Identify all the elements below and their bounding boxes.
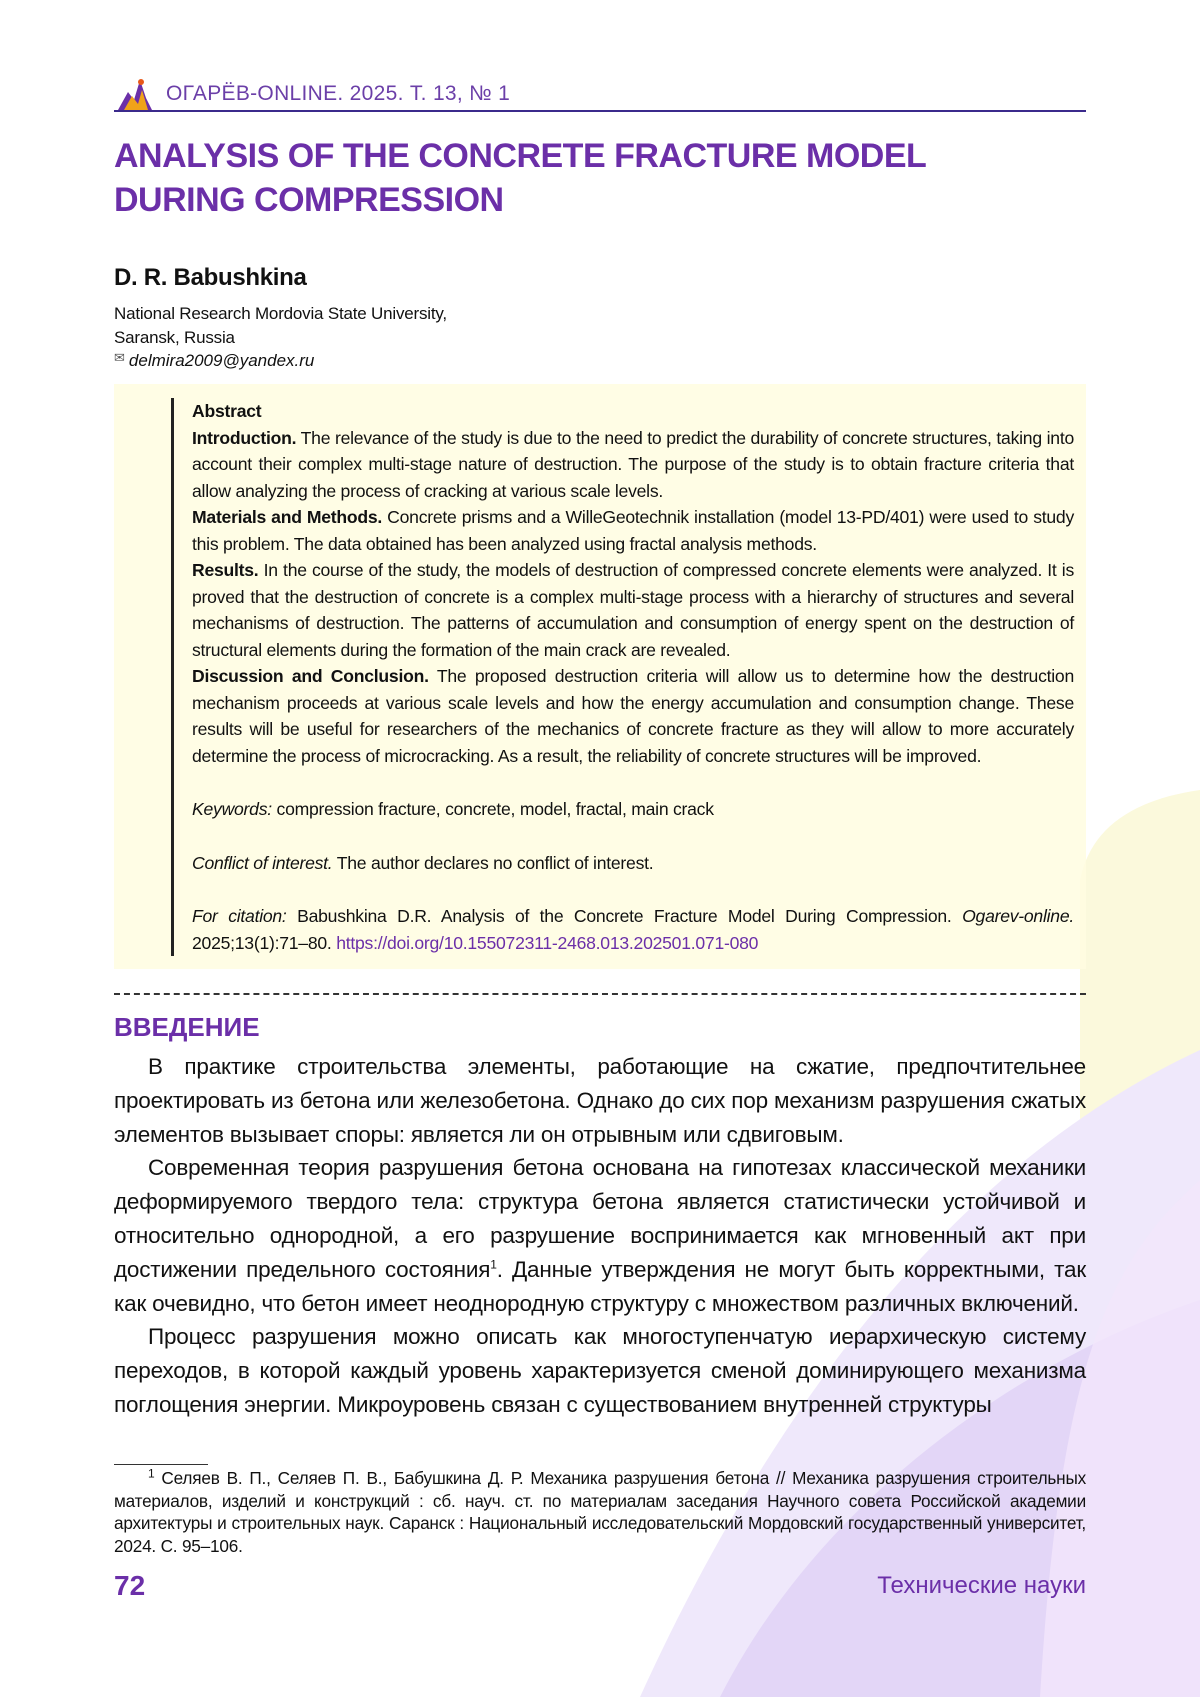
email-address[interactable]: delmira2009@yandex.ru [129, 351, 314, 370]
journal-name: ОГАРЁВ-ONLINE. 2025. Т. 13, № 1 [166, 82, 510, 106]
footnote-rule [114, 1464, 208, 1465]
page-number: 72 [114, 1570, 145, 1602]
section-heading-introduction: ВВЕДЕНИЕ [114, 1012, 260, 1043]
affiliation-line-2: Saransk, Russia [114, 326, 447, 350]
abstract-citation: For citation: Babushkina D.R. Analysis of the Concrete Fracture Model During Compression. Ogarev-online. 2025;13(1):71–80. https://doi.org/10.155072311-2468.013.202501.071-080 [192, 903, 1074, 956]
abstract-heading: Abstract [192, 401, 261, 421]
affiliation-line-1: National Research Mordovia State University, [114, 302, 447, 326]
abstract-introduction: Introduction. The relevance of the study is due to the need to predict the durability of concrete structures, taking into account their complex multi-stage nature of destruction. The purpose of the study is to obtain fracture criteria that allow analyzing the process of cracking at various scale levels. [192, 425, 1074, 505]
abstract-conflict: Conflict of interest. The author declares no conflict of interest. [192, 850, 1074, 877]
abstract [171, 398, 1074, 956]
paragraph-3: Процесс разрушения можно описать как многоступенчатую иерархическую систему переходов, в которой каждый уровень характеризуется сменой доминирующего механизма поглощения энергии. Микроуровень связан с существованием внутренней структуры [114, 1320, 1086, 1421]
author-affiliation [114, 302, 447, 350]
abstract-discussion: Discussion and Conclusion. The proposed destruction criteria will allow us to determine how the destruction mechanism proceeds at various scale levels and how the energy accumulation and consumption change. These results will be useful for researchers of the mechanics of concrete fracture as they will allow to more accurately determine the process of microcracking. As a result, the reliability of concrete structures will be improved. [192, 663, 1074, 769]
title-line-2: DURING COMPRESSION [114, 178, 1014, 222]
paragraph-1: В практике строительства элементы, работающие на сжатие, предпочтительнее проектировать из бетона или железобетона. Однако до сих пор механизм разрушения сжатых элементов вызывает споры: является ли он отрывным или сдвиговым. [114, 1050, 1086, 1151]
title-line-1: ANALYSIS OF THE CONCRETE FRACTURE MODEL [114, 134, 1014, 178]
abstract-box [114, 384, 1086, 969]
body-text [114, 1050, 1086, 1422]
rubric-label: Технические науки [877, 1572, 1086, 1600]
abstract-methods: Materials and Methods. Concrete prisms and a WilleGeotechnik installation (model 13-PD/401) were used to study this problem. The data obtained has been analyzed using fractal analysis methods. [192, 504, 1074, 557]
footnote: 1 Селяев В. П., Селяев П. В., Бабушкина Д. Р. Механика разрушения бетона // Механика разрушения строительных материалов, изделий и конструкций : сб. науч. ст. по материалам заседания Научного совета Российской академии архитектуры и строительных наук. Саранск : Национальный исследовательский Мордовский государственный университет, 2024. С. 95–106. [114, 1467, 1086, 1557]
journal-logo-icon [116, 76, 154, 110]
paragraph-2: Современная теория разрушения бетона основана на гипотезах классической механики деформируемого твердого тела: структура бетона является статистически устойчивой и относительно однородной, а его разрушение воспринимается как мгновенный акт при достижении предельного состояния1. Данные утверждения не могут быть корректными, так как очевидно, что бетон имеет неоднородную структуру с множеством различных включений. [114, 1151, 1086, 1320]
abstract-results: Results. In the course of the study, the models of destruction of compressed concrete elements were analyzed. It is proved that the destruction of concrete is a complex multi-stage process with a hierarchy of structures and several mechanisms of destruction. The patterns of accumulation and consumption of energy spent on the destruction of structural elements during the formation of the main crack are revealed. [192, 557, 1074, 663]
running-header [114, 74, 1086, 112]
author-name: D. R. Babushkina [114, 264, 307, 292]
abstract-keywords: Keywords: compression fracture, concrete, model, fractal, main crack [192, 796, 1074, 823]
envelope-icon: ✉ [114, 350, 125, 365]
footnote-ref[interactable]: 1 [490, 1257, 496, 1271]
article-title [114, 134, 1014, 222]
author-email[interactable] [114, 350, 314, 371]
section-divider [114, 993, 1086, 995]
doi-link[interactable]: https://doi.org/10.155072311-2468.013.202501.071-080 [336, 933, 758, 953]
